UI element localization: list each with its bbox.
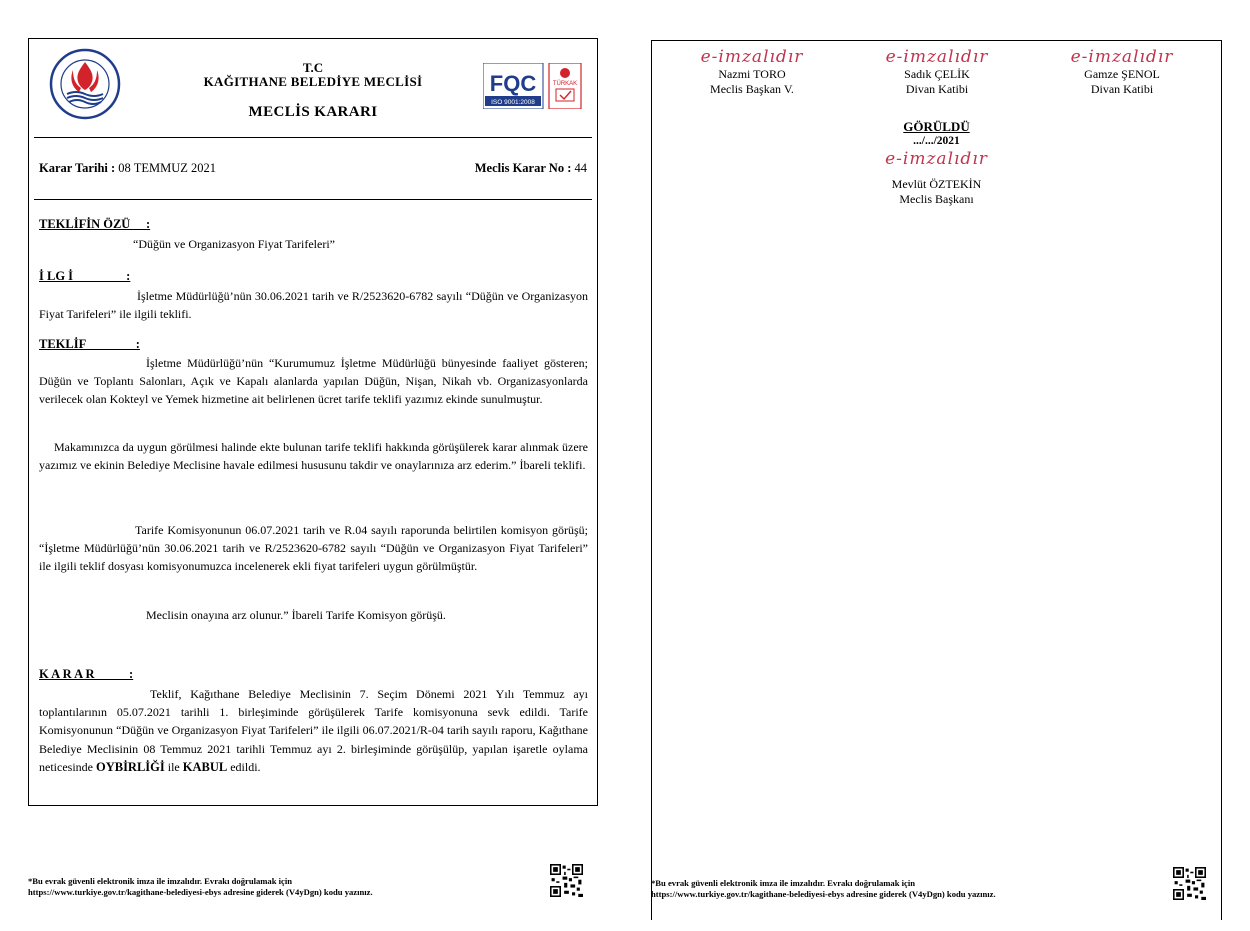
svg-text:FQC: FQC xyxy=(489,71,537,96)
footer-url: https://www.turkiye.gov.tr/kagithane-belediyesi-ebys adresine giderek (V4yDgn) kodu yazınız. xyxy=(28,887,373,897)
decision-connector: ile xyxy=(164,759,183,774)
iso-certification-logo xyxy=(483,63,583,109)
reference-text: İşletme Müdürlüğü’nün 30.06.2021 tarih ve R/2523620-6782 sayılı “Düğün ve Organizasyon Fiyat Tarifeleri” ile ilgili teklifi. xyxy=(39,289,588,322)
signatory-role: Divan Katibi xyxy=(905,81,969,96)
e-signature-mark: e-imzalıdır xyxy=(885,149,988,169)
header-institution: KAĞITHANE BELEDİYE MECLİSİ xyxy=(203,74,423,89)
qr-code-icon xyxy=(550,864,583,897)
summary-heading: TEKLİFİN ÖZÜ : xyxy=(39,217,151,231)
signature-block-1 xyxy=(672,47,832,96)
e-signature-mark: e-imzalıdır xyxy=(1070,47,1174,67)
footer-url: https://www.turkiye.gov.tr/kagithane-belediyesi-ebys adresine giderek (V4yDgn) kodu yazınız. xyxy=(651,889,996,899)
verification-footer-left xyxy=(28,876,373,898)
summary-text: “Düğün ve Organizasyon Fiyat Tarifeleri” xyxy=(133,237,335,251)
decision-result: KABUL xyxy=(182,759,228,774)
svg-text:TÜRKAK: TÜRKAK xyxy=(552,81,578,87)
e-signature-mark: e-imzalıdır xyxy=(885,47,989,67)
qr-code-icon xyxy=(1173,867,1206,900)
seen-date: .../.../2021 xyxy=(913,135,960,147)
proposal-heading: TEKLİF : xyxy=(39,337,140,351)
proposal-text: İşletme Müdürlüğü’nün “Kurumumuz İşletme Müdürlüğü bünyesinde faaliyet gösteren; Düğün ve Toplantı Salonları, Açık ve Kapalı alanlarda yapılan Düğün, Nişan, Nikah vb. Organizasyonlarda verilecek olan Kokteyl ve Yemek hizmetine ait belirlenen ücret tarife teklifi yazımız ekinde sunulmuştur. xyxy=(39,356,588,407)
verification-footer-right xyxy=(651,878,996,900)
decision-body: Teklif, Kağıthane Belediye Meclisinin 7. Seçim Dönemi 2021 Yılı Temmuz ayı toplantılarının 05.07.2021 tarihli 1. birleşiminde görüşülerek Tarife komisyonuna sevk edildi. Tarife Komisyonunun “Düğün ve Organizasyon Fiyat Tarifeleri” ile ilgili 06.07.2021/R-04 tarih sayılı raporu, Kağıthane Belediye Meclisinin 08 Temmuz 2021 tarihli Temmuz ayı 2. birleşiminde görüşülüp, yapılan işaretle oylama neticesinde xyxy=(39,687,588,774)
decision-date-label: Karar Tarihi : xyxy=(39,161,116,175)
decision-number-label: Meclis Karar No : xyxy=(474,161,572,175)
decision-unanimity: OYBİRLİĞİ xyxy=(95,759,165,774)
decision-number xyxy=(475,161,587,176)
decision-number-value: 44 xyxy=(571,161,587,175)
signatory-role: Meclis Başkan V. xyxy=(710,81,794,96)
commission-opinion-text: Tarife Komisyonunun 06.07.2021 tarih ve R.04 sayılı raporunda belirtilen komisyon görüşü; “İşletme Müdürlüğü’nün 30.06.2021 tarih ve R/2523620-6782 sayılı “Düğün ve Organizasyon Fiyat Tarifeleri” ile ilgili teklif dosyası komisyonumuzca incelenerek ekli fiyat tarifeleri uygun görülmüştür. xyxy=(39,523,588,574)
footer-notice: *Bu evrak güvenli elektronik imza ile imzalıdır. Evrakı doğrulamak için xyxy=(28,876,293,886)
signatory-name: Gamze ŞENOL xyxy=(1084,67,1160,81)
footer-notice: *Bu evrak güvenli elektronik imza ile imzalıdır. Evrakı doğrulamak için xyxy=(651,878,916,888)
signatory-name: Nazmi TORO xyxy=(718,67,786,81)
commission-opinion-closing: Meclisin onayına arz olunur.” İbareli Tarife Komisyon görüşü. xyxy=(146,608,446,622)
decision-heading: K A R A R : xyxy=(39,667,134,681)
decision-text xyxy=(39,685,588,776)
page-title: MECLİS KARARI xyxy=(248,104,378,120)
signatory-role: Divan Katibi xyxy=(1090,81,1154,96)
reference-heading: İ LG İ : xyxy=(39,269,131,283)
svg-text:ISO 9001:2008: ISO 9001:2008 xyxy=(491,99,535,106)
decision-date-value: 08 TEMMUZ 2021 xyxy=(115,161,216,175)
proposal-text-continued: Makamınızca da uygun görülmesi halinde ekte bulunan tarife teklifi hakkında görüşülerek karar alınmak üzere yazımız ve ekinin Belediye Meclisine havale edilmesi hususunu takdir ve onaylarınıza arz ederim.” İbareli teklifi. xyxy=(39,440,588,473)
header-divider xyxy=(34,137,592,138)
signatory-name: Sadık ÇELİK xyxy=(904,67,970,81)
decision-page-1 xyxy=(28,38,598,806)
decision-date xyxy=(39,161,216,176)
signature-block-3 xyxy=(1042,47,1202,96)
header-tc: T.C xyxy=(302,60,324,75)
seen-heading: GÖRÜLDÜ xyxy=(903,119,970,134)
meta-divider xyxy=(34,199,592,200)
mayor-name: Mevlüt ÖZTEKİN xyxy=(891,177,982,191)
mayor-role: Meclis Başkanı xyxy=(899,192,974,206)
e-signature-mark: e-imzalıdır xyxy=(700,47,804,67)
decision-end: edildi. xyxy=(227,759,261,774)
signature-block-2 xyxy=(857,47,1017,96)
decision-page-2 xyxy=(651,40,1222,920)
